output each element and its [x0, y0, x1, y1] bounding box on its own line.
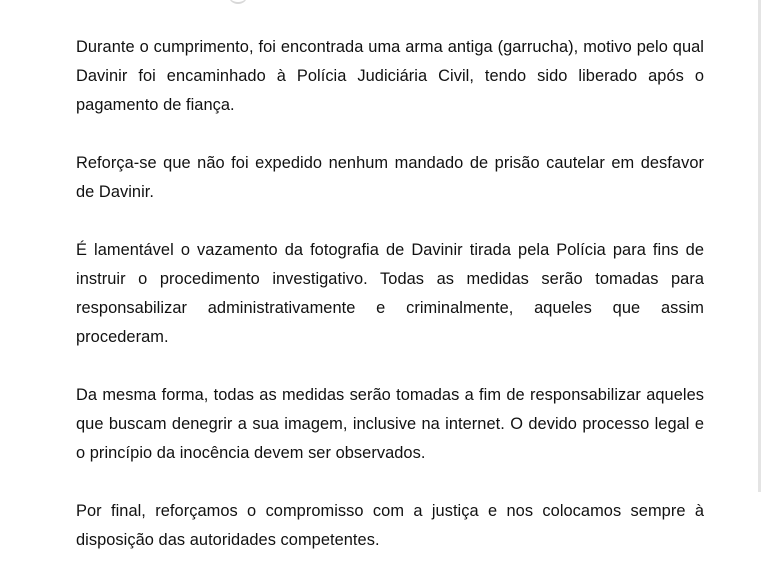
document-body: [76, 33, 704, 584]
cropped-top-mark: [228, 0, 248, 4]
paragraph-responsabilizar: Da mesma forma, todas as medidas serão tomadas a fim de responsabilizar aqueles que buscam denegrir a sua imagem, inclusive na internet. O devido processo legal e o princípio da inocência devem ser observados.: [76, 386, 704, 462]
paragraph-arma-encontrada: Durante o cumprimento, foi encontrada uma arma antiga (garrucha), motivo pelo qual Davinir foi encaminhado à Polícia Judiciária Civil, tendo sido liberado após o pagamento de fiança.: [76, 38, 704, 114]
paragraph-vazamento-fotografia: É lamentável o vazamento da fotografia de Davinir tirada pela Polícia para fins de instruir o procedimento investigativo. Todas as medidas serão tomadas para responsabilizar administrativamente e criminalmente, aqueles que assim procederam.: [76, 241, 704, 346]
paragraph-compromisso: Por final, reforçamos o compromisso com a justiça e nos colocamos sempre à disposição das autoridades competentes.: [76, 502, 704, 549]
paragraph-sem-mandado: Reforça-se que não foi expedido nenhum mandado de prisão cautelar em desfavor de Davinir.: [76, 154, 704, 201]
